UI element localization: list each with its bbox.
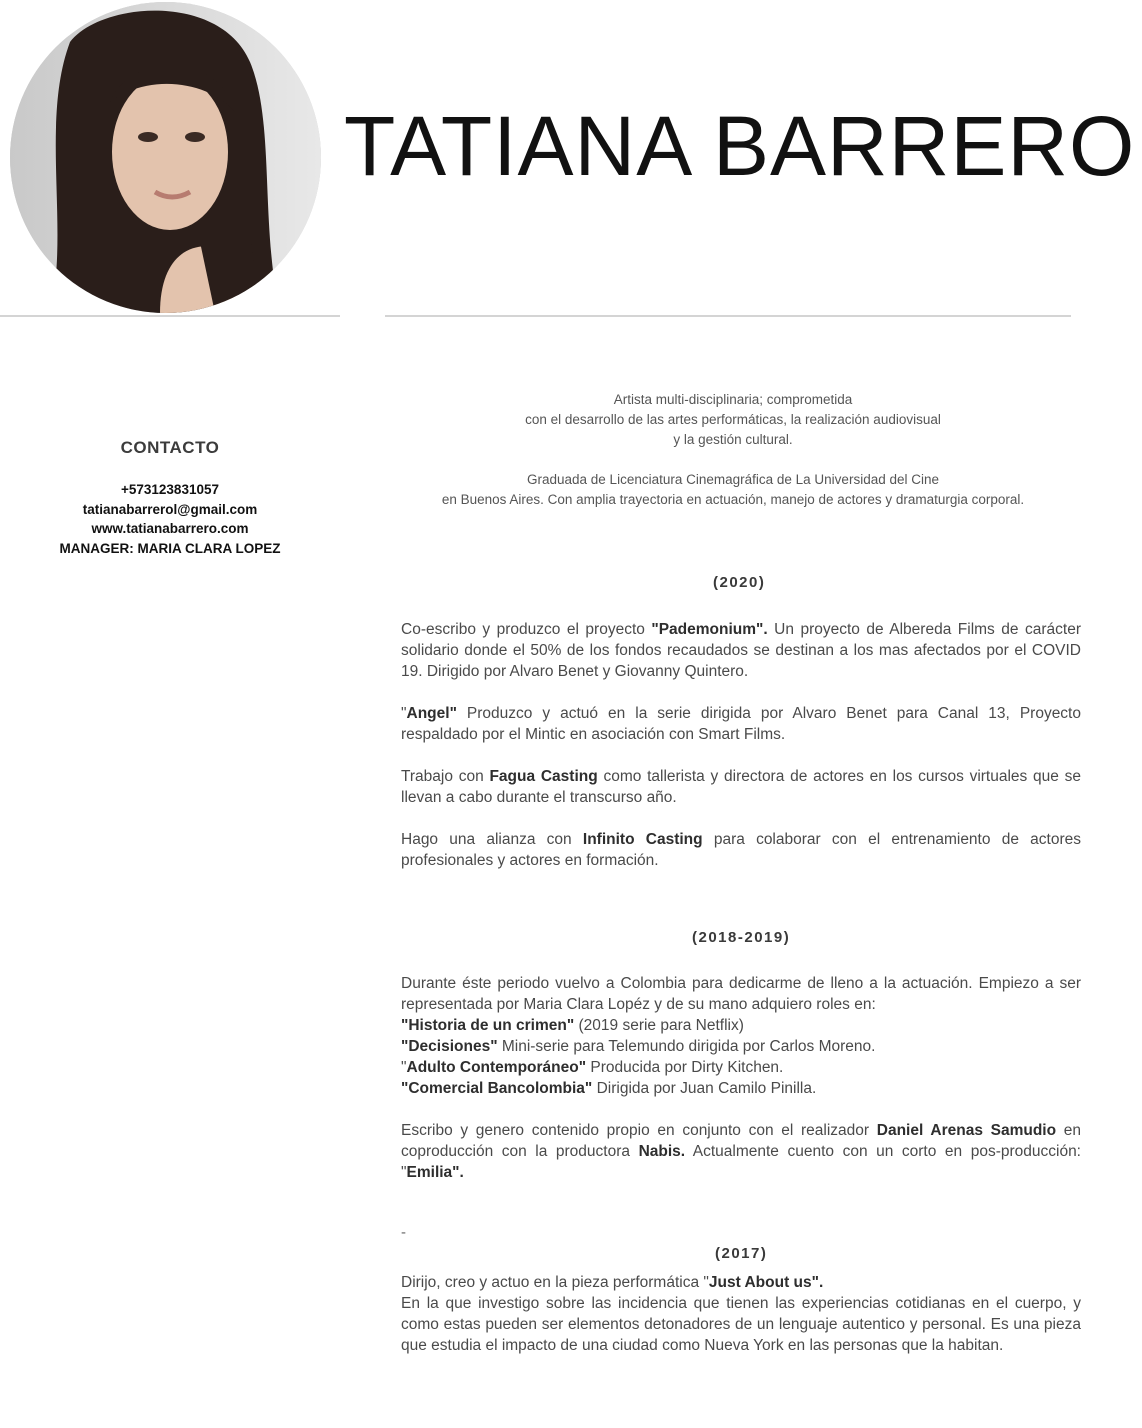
intro-line: con el desarrollo de las artes performáticas, la realización audiovisual — [525, 412, 941, 427]
divider-left — [0, 315, 340, 317]
year-heading-2020: (2020) — [713, 574, 766, 591]
role-item: "Historia de un crimen" (2019 serie para Netflix) — [401, 1017, 744, 1034]
contact-email[interactable]: tatianabarrerol@gmail.com — [82, 501, 258, 517]
contact-heading: CONTACTO — [120, 438, 220, 457]
intro-line: en Buenos Aires. Con amplia trayectoria en actuación, manejo de actores y dramaturgia corporal. — [441, 492, 1025, 507]
paragraph: En la que investigo sobre las incidencia que tienen las experiencias cotidianas en el cuerpo, y como estas pueden ser elementos detonadores de un lenguaje autentico y personal. Es una pieza que estudia el impacto de una ciudad como Nueva York en las personas que la habitan. — [401, 1295, 1081, 1354]
paragraph: Co-escribo y produzco el proyecto "Pademonium". Un proyecto de Albereda Films de carácter solidario donde el 50% de los fondos recaudados se destinan a los mas afectados por el COVID 19. Dirigido por Alvaro Benet y Giovanny Quintero. — [401, 621, 1081, 680]
portrait-image — [10, 2, 321, 313]
contact-manager: MANAGER: MARIA CLARA LOPEZ — [59, 540, 281, 556]
year-heading-2017: (2017) — [715, 1245, 768, 1262]
contact-phone[interactable]: +573123831057 — [121, 482, 219, 497]
section-2020 — [401, 619, 1081, 871]
section-2018 — [401, 973, 1081, 1183]
intro-line: y la gestión cultural. — [673, 432, 793, 447]
contact-website[interactable]: www.tatianabarrero.com — [91, 521, 249, 536]
paragraph: "Angel" Produzco y actuó en la serie dirigida por Alvaro Benet para Canal 13, Proyecto respaldado por el Mintic en asociación con Smart Films. — [401, 705, 1081, 743]
intro-summary — [385, 390, 1081, 510]
role-item: "Decisiones" Mini-serie para Telemundo dirigida por Carlos Moreno. — [401, 1038, 876, 1055]
paragraph: Durante éste periodo vuelvo a Colombia para dedicarme de lleno a la actuación. Empiezo a ser representada por Maria Clara Lopéz y de su mano adquiero roles en: — [401, 975, 1081, 1013]
year-heading-2018: (2018-2019) — [692, 929, 791, 946]
intro-line: Artista multi-disciplinaria; comprometida — [613, 392, 853, 407]
paragraph: Trabajo con Fagua Casting como tallerista y directora de actores en los cursos virtuales que se llevan a cabo durante el transcurso año. — [401, 768, 1082, 806]
separator-dash: - — [401, 1224, 406, 1241]
paragraph: Dirijo, creo y actuo en la pieza performática "Just About us". — [401, 1274, 824, 1291]
section-2017 — [401, 1272, 1081, 1356]
profile-photo — [10, 2, 321, 313]
candidate-name: TATIANA BARRERO — [344, 99, 1136, 193]
paragraph: Hago una alianza con Infinito Casting para colaborar con el entrenamiento de actores profesionales y actores en formación. — [401, 831, 1081, 869]
role-item: "Comercial Bancolombia" Dirigida por Juan Camilo Pinilla. — [401, 1080, 817, 1097]
contact-block — [40, 438, 300, 558]
paragraph: Escribo y genero contenido propio en conjunto con el realizador Daniel Arenas Samudio en coproducción con la productora Nabis. Actualmente cuento con un corto en pos-producción: "Emilia". — [401, 1122, 1081, 1181]
intro-line: Graduada de Licenciatura Cinemagráfica de La Universidad del Cine — [527, 472, 939, 487]
divider-right — [385, 315, 1071, 317]
role-item: "Adulto Contemporáneo" Producida por Dirty Kitchen. — [401, 1059, 784, 1076]
